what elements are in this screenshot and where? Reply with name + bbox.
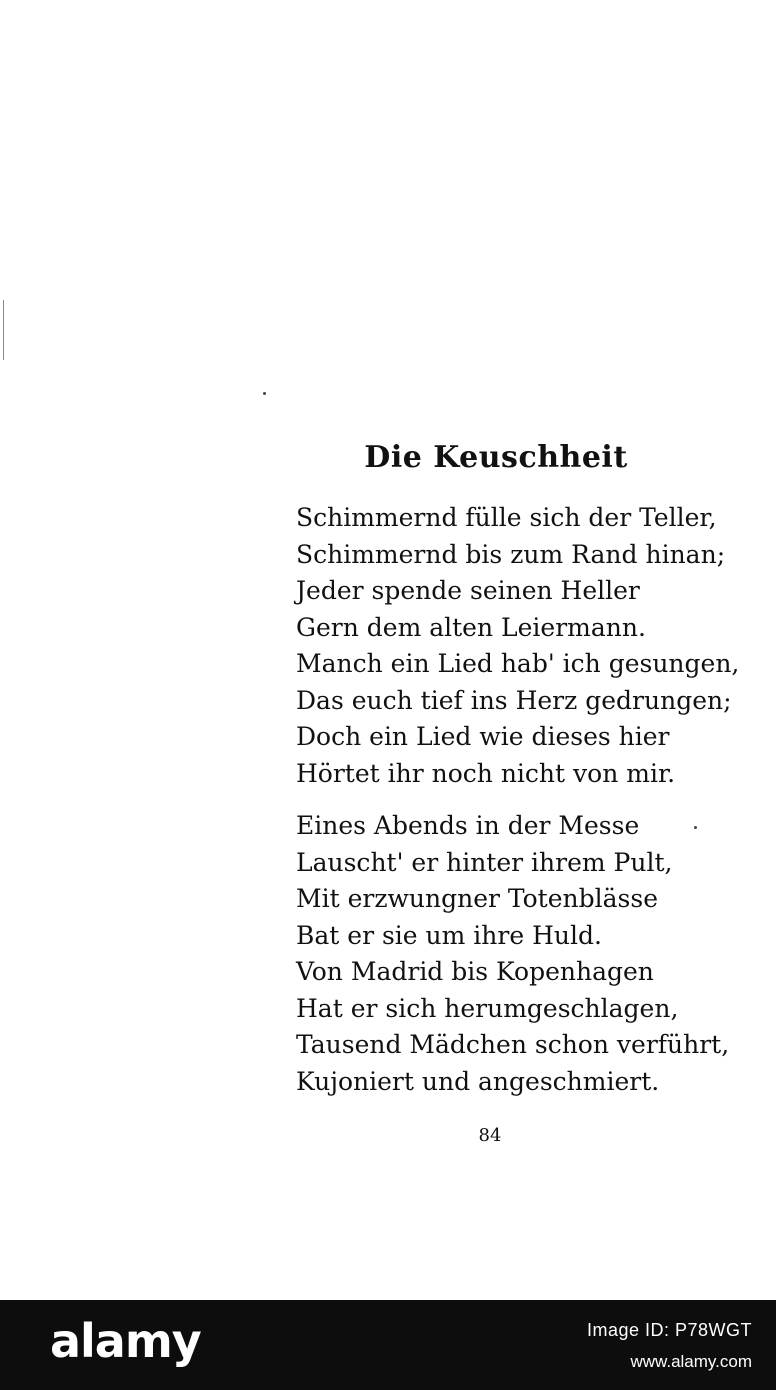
poem-line: Jeder spende seinen Heller: [296, 576, 640, 605]
poem-line: Schimmernd fülle sich der Teller,: [296, 503, 717, 532]
poem-line: Manch ein Lied hab' ich gesungen,: [296, 649, 740, 678]
poem-line: Bat er sie um ihre Huld.: [296, 920, 602, 950]
stanza-1: [296, 500, 740, 792]
alamy-logo: alamy: [50, 1314, 201, 1368]
scan-edge-mark: [3, 300, 4, 360]
poem-line: Von Madrid bis Kopenhagen: [296, 957, 654, 986]
poem-line: Das euch tief ins Herz gedrungen;: [296, 685, 732, 715]
poem-line: Tausend Mädchen schon verführt,: [296, 1030, 730, 1059]
page-number: 84: [478, 1125, 502, 1146]
poem-line: Eines Abends in der Messe: [296, 811, 640, 840]
watermark-footer: [0, 1300, 776, 1390]
poem-line: Hörtet ihr noch nicht von mir.: [296, 758, 676, 788]
poem-line: Lauscht' er hinter ihrem Pult,: [296, 847, 673, 877]
poem-line: Mit erzwungner Totenblässe: [296, 884, 658, 913]
stanza-2: [296, 808, 736, 1100]
poem-line: Doch ein Lied wie dieses hier: [296, 722, 670, 751]
poem-line: Kujoniert und angeschmiert.: [296, 1066, 660, 1096]
image-id-label: Image ID: P78WGT: [586, 1320, 752, 1340]
poem-line: Schimmernd bis zum Rand hinan;: [296, 539, 726, 569]
poem-title: Die Keuschheit: [364, 440, 628, 475]
site-url-label: www.alamy.com: [630, 1352, 752, 1371]
poem-line: Gern dem alten Leiermann.: [296, 612, 646, 642]
poem-line: Hat er sich herumgeschlagen,: [296, 993, 679, 1023]
scan-speck: [263, 392, 266, 395]
